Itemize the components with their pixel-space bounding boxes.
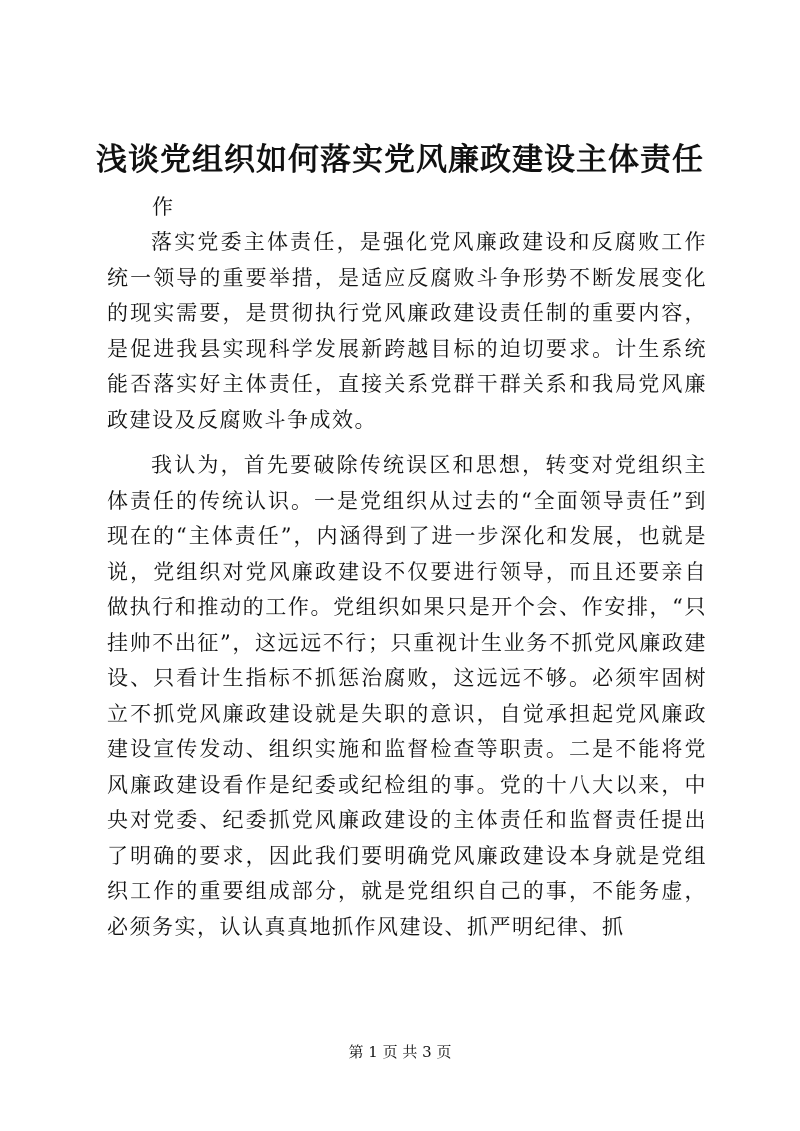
document-title: 浅谈党组织如何落实党风廉政建设主体责任: [96, 142, 704, 178]
paragraph-1: 落实党委主体责任，是强化党风廉政建设和反腐败工作统一领导的重要举措，是适应反腐败斗争形势不断发展变化的现实需要，是贯彻执行党风廉政建设责任制的重要内容，是促进我县实现科学发展新跨越目标的迫切要求。计生系统能否落实好主体责任，直接关系党群干群关系和我局党风廉政建设及反腐败斗争成效。: [107, 230, 707, 432]
page-footer: 第 1 页 共 3 页: [348, 1043, 452, 1061]
paragraph-2: 我认为，首先要破除传统误区和思想，转变对党组织主体责任的传统认识。一是党组织从过去的“全面领导责任”到现在的“主体责任”，内涵得到了进一步深化和发展，也就是说，党组织对党风廉政建设不仅要进行领导，而且还要亲自做执行和推动的工作。党组织如果只是开个会、作安排，“只挂帅不出征”，这远远不行；只重视计生业务不抓党风廉政建设、只看计生指标不抓惩治腐败，这远远不够。必须牢固树立不抓党风廉政建设就是失职的意识，自觉承担起党风廉政建设宣传发动、组织实施和监督检查等职责。二是不能将党风廉政建设看作是纪委或纪检组的事。党的十八大以来，中央对党委、纪委抓党风廉政建设的主体责任和监督责任提出了明确的要求，因此我们要明确党风廉政建设本身就是党组织工作的重要组成部分，就是党组织自己的事，不能务虚，必须务实，认认真真地抓作风建设、抓严明纪律、抓: [107, 453, 707, 939]
author-line: 作: [152, 195, 173, 219]
document-body: [107, 225, 707, 955]
